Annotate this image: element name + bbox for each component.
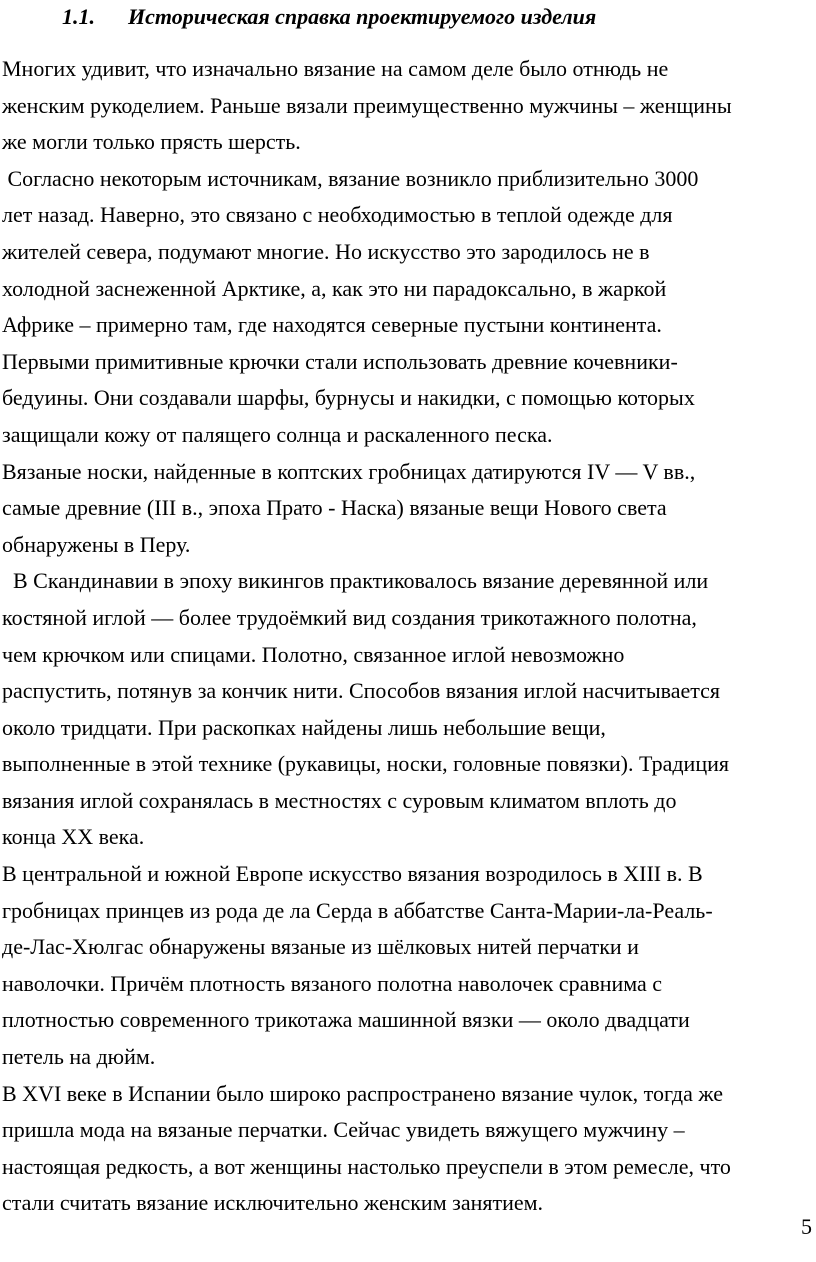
text-line: наволочки. Причём плотность вязаного полотна наволочек сравнима с: [2, 970, 663, 996]
text-line: стали считать вязание исключительно женским занятием.: [2, 1190, 544, 1216]
text-line: самые древние (III в., эпоха Прато - Наска) вязаные вещи Нового света: [2, 495, 667, 521]
text-line: костяной иглой — более трудоёмкий вид создания трикотажного полотна,: [2, 604, 697, 630]
text-line: В центральной и южной Европе искусство вязания возродилось в XIII в. В: [2, 861, 703, 887]
text-line: же могли только прясть шерсть.: [2, 129, 301, 155]
text-line: вязания иглой сохранялась в местностях с суровым климатом вплоть до: [2, 787, 677, 813]
text-line: настоящая редкость, а вот женщины настолько преуспели в этом ремесле, что: [2, 1153, 731, 1179]
text-line: обнаружены в Перу.: [2, 531, 191, 557]
body-text: [2, 51, 814, 1222]
text-line: конца XX века.: [2, 824, 145, 850]
text-line: Африке – примерно там, где находятся северные пустыни континента.: [2, 312, 662, 338]
text-line: В Скандинавии в эпоху викингов практиковалось вязание деревянной или: [2, 568, 709, 594]
section-number: 1.1.: [62, 4, 95, 29]
text-line: Согласно некоторым источникам, вязание возникло приблизительно 3000: [2, 165, 699, 191]
text-line: петель на дюйм.: [2, 1044, 156, 1070]
text-line: выполненные в этой технике (рукавицы, носки, головные повязки). Традиция: [2, 751, 729, 777]
text-line: Многих удивит, что изначально вязание на самом деле было отнюдь не: [2, 56, 669, 81]
text-line: гробницах принцев из рода де ла Серда в аббатстве Санта-Марии-ла-Реаль-: [2, 897, 713, 923]
text-line: лет назад. Наверно, это связано с необходимостью в теплой одежде для: [2, 202, 673, 228]
text-line: бедуины. Они создавали шарфы, бурнусы и накидки, с помощью которых: [2, 385, 695, 411]
text-line: Вязаные носки, найденные в коптских гробницах датируются IV — V вв.,: [2, 458, 696, 484]
text-line: де-Лас-Хюлгас обнаружены вязаные из шёлковых нитей перчатки и: [2, 934, 639, 960]
text-line: распустить, потянув за кончик нити. Способов вязания иглой насчитывается: [2, 678, 721, 704]
text-line: пришла мода на вязаные перчатки. Сейчас увидеть вяжущего мужчину –: [2, 1117, 685, 1143]
text-line: чем крючком или спицами. Полотно, связанное иглой невозможно: [2, 641, 625, 667]
text-line: защищали кожу от палящего солнца и раскаленного песка.: [2, 421, 553, 447]
text-line: около тридцати. При раскопках найдены лишь небольшие вещи,: [2, 714, 606, 740]
text-line: жителей севера, подумают многие. Но искусство это зародилось не в: [2, 238, 650, 264]
page-number: 5: [801, 1214, 812, 1239]
text-line: женским рукоделием. Раньше вязали преимущественно мужчины – женщины: [2, 92, 732, 118]
text-line: плотностью современного трикотажа машинной вязки — около двадцати: [2, 1007, 690, 1033]
text-line: Первыми примитивные крючки стали использовать древние кочевники-: [2, 348, 678, 374]
section-heading: [62, 2, 596, 32]
section-title: Историческая справка проектируемого изделия: [128, 4, 597, 29]
text-line: В XVI веке в Испании было широко распространено вязание чулок, тогда же: [2, 1080, 724, 1106]
text-line: холодной заснеженной Арктике, а, как это ни парадоксально, в жаркой: [2, 275, 667, 301]
